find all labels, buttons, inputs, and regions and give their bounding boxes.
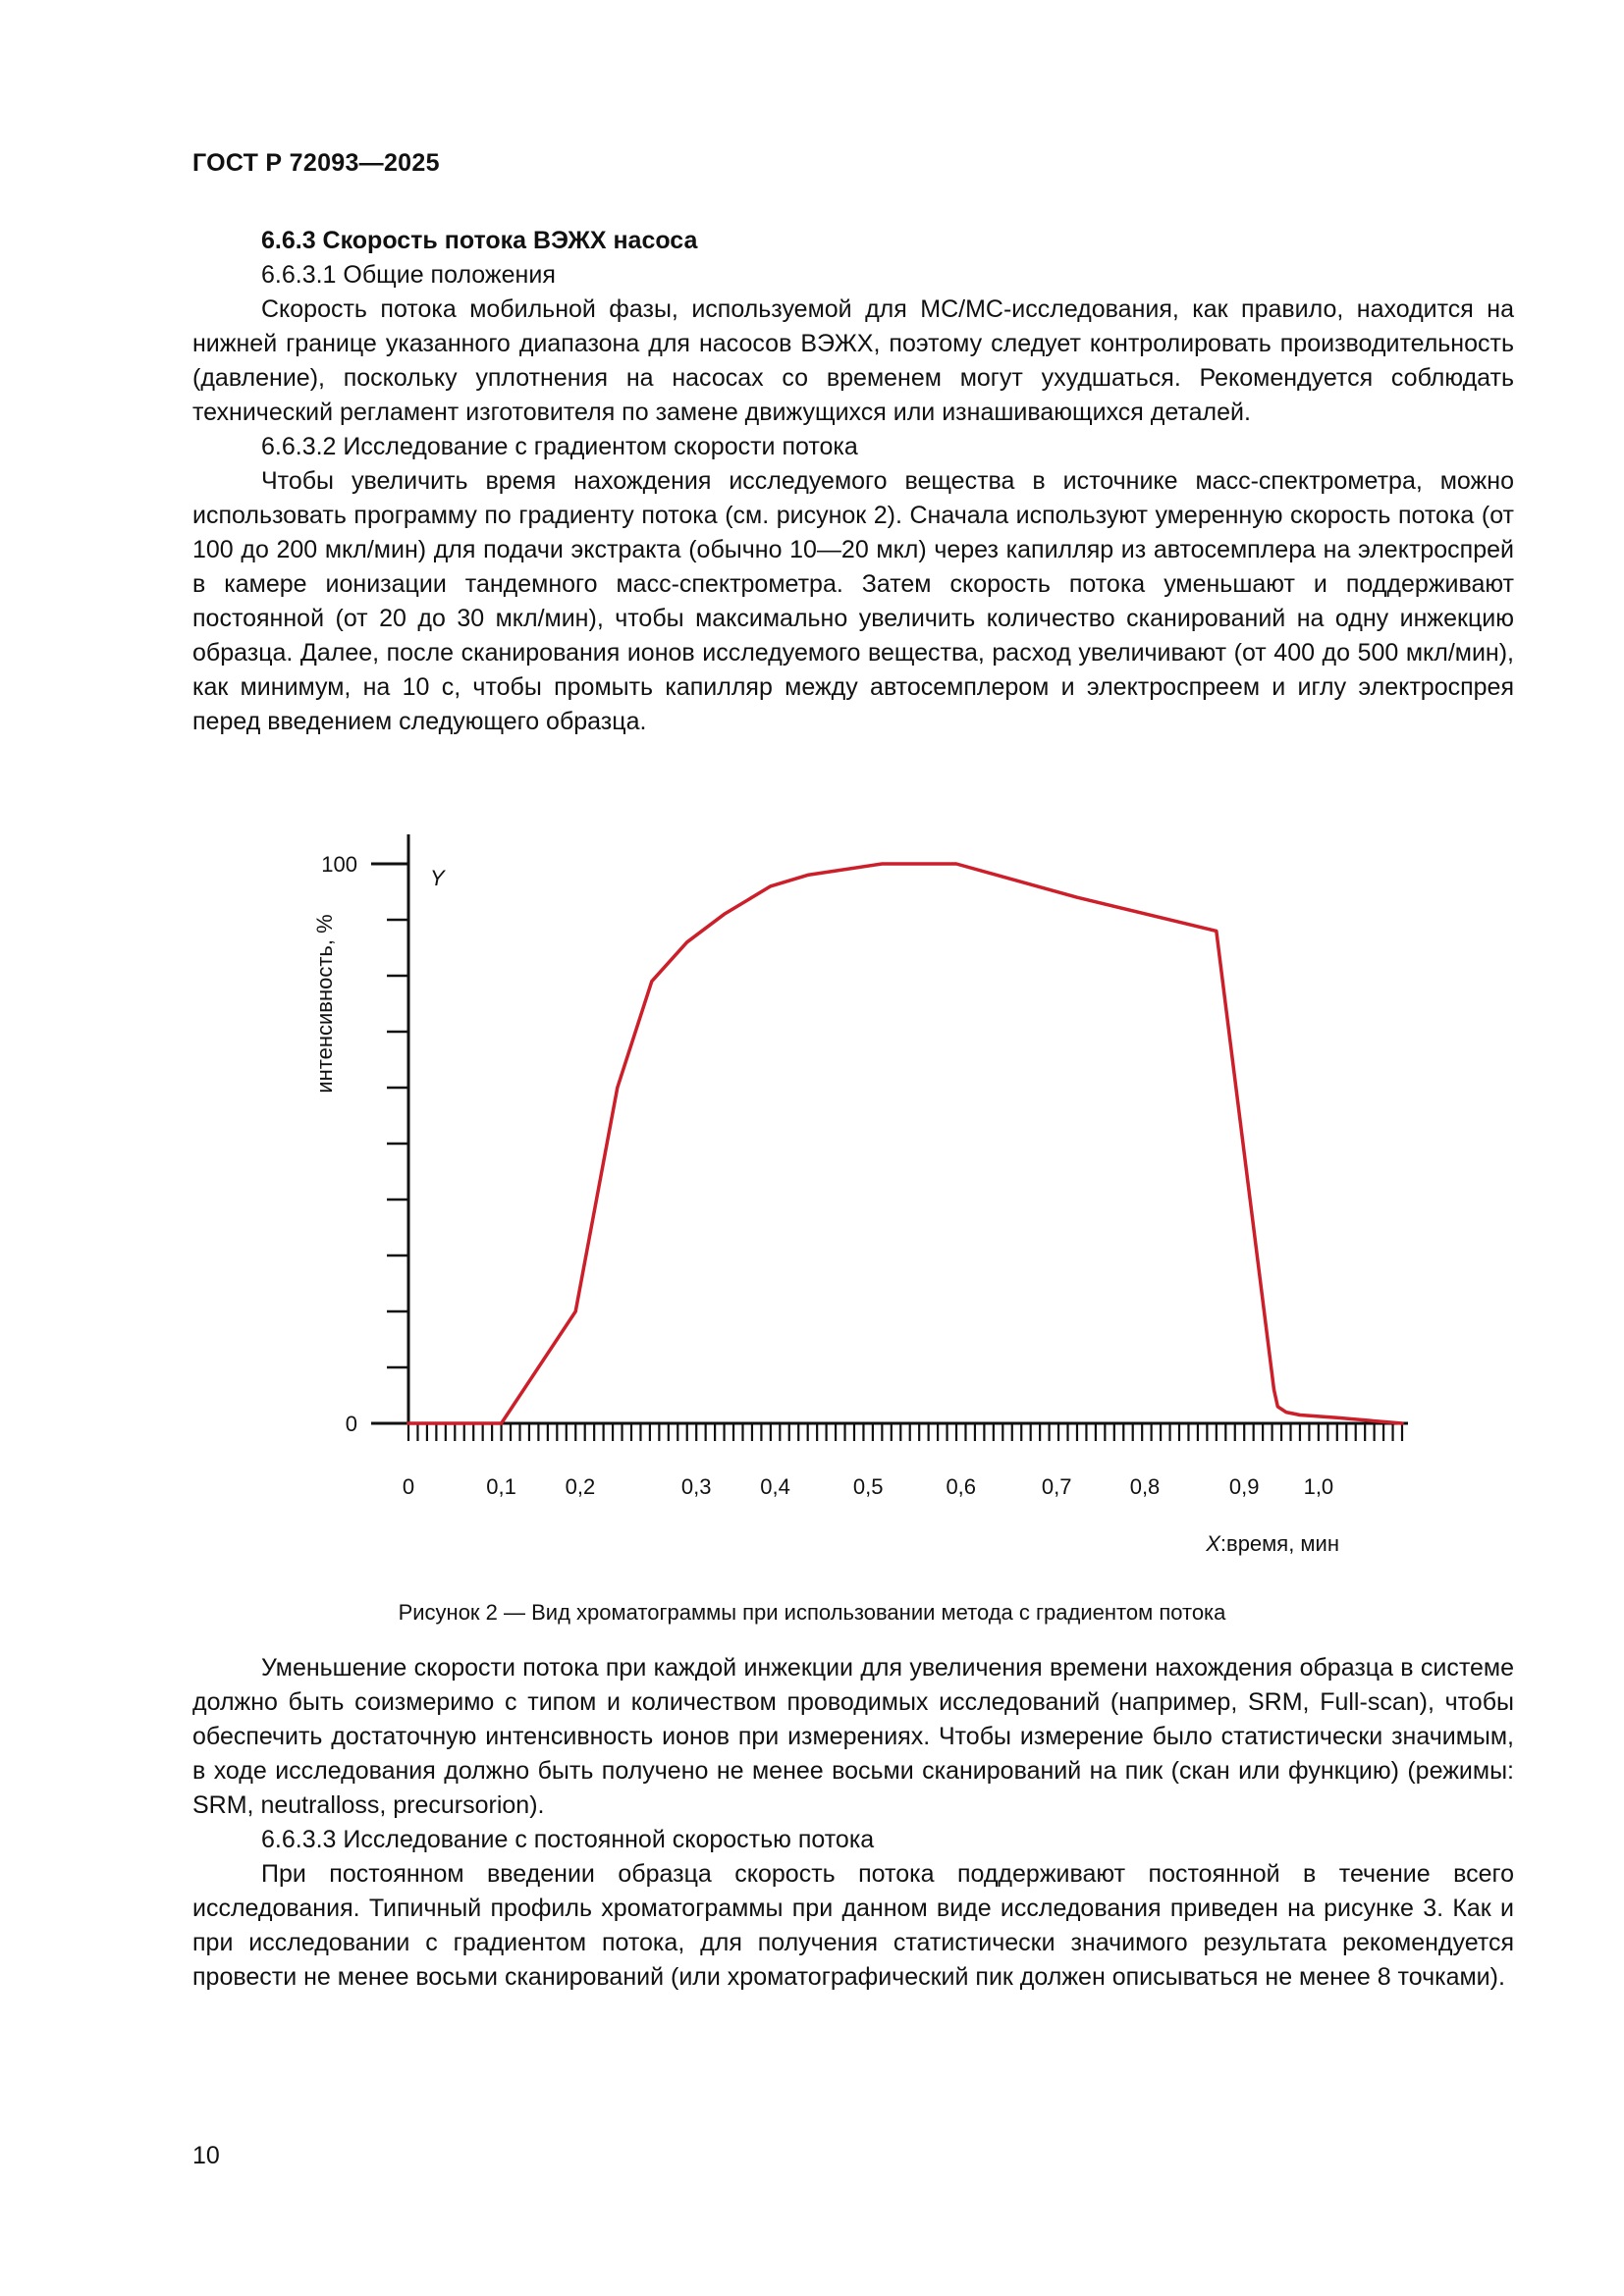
chromatogram-line: [408, 864, 1402, 1423]
x-tick-label: 0,3: [680, 1474, 712, 1499]
x-axis-title-text: :время, мин: [1219, 1531, 1339, 1556]
y-tick-label: 100: [321, 852, 357, 877]
chart-series: [408, 864, 1402, 1423]
paragraph-flow-reduction: Уменьшение скорости потока при каждой инжекции для увеличения времени нахождения образца в системе должно быть соизмеримо с типом и количеством проводимых исследований (например, SRM, Full-scan), чтобы обеспечить достаточную интенсивность ионов при измерениях. Чтобы измерение было статистически значимым, в ходе исследования должно быть получено не менее восьми сканирований на пик (скан или функцию) (режимы: SRM, neutralloss, precursorion).: [192, 1654, 1514, 1819]
chart-axes: [371, 834, 1408, 1441]
section-continued: [192, 1651, 1514, 1995]
x-tick-label: 0: [402, 1474, 415, 1499]
section-6-6-3: [192, 224, 1514, 739]
page-number: 10: [192, 2142, 220, 2169]
x-tick-label: 0,5: [852, 1474, 884, 1499]
x-tick-label: 0,2: [565, 1474, 596, 1499]
x-tick-label: 0,7: [1041, 1474, 1072, 1499]
x-tick-label: 0,8: [1129, 1474, 1161, 1499]
paragraph-constant: При постоянном введении образца скорость потока поддерживают постоянной в течение всего исследования. Типичный профиль хроматограммы при данном виде исследования приведен на рисунке 3. Как и при исследовании с градиентом потока, для получения статистически значимого результата рекомендуется провести не менее восьми сканирований (или хроматографический пик должен описываться не менее 8 точками).: [192, 1860, 1514, 1991]
y-axis-title: интенсивность, %: [312, 914, 337, 1094]
subsection-title-constant: 6.6.3.3 Исследование с постоянной скоростью потока: [261, 1826, 875, 1853]
x-tick-label: 0,9: [1228, 1474, 1260, 1499]
figure-chromatogram: [0, 785, 1624, 1629]
x-tick-label: 0,1: [486, 1474, 516, 1499]
paragraph-general: Скорость потока мобильной фазы, используемой для МС/МС-исследования, как правило, находится на нижней границе указанного диапазона для насосов ВЭЖХ, поэтому следует контролировать производительность (давление), поскольку уплотнения на насосах со временем могут ухудшаться. Рекомендуется соблюдать технический регламент изготовителя по замене движущихся или изнашивающихся деталей.: [192, 295, 1514, 426]
subsection-title-general: 6.6.3.1 Общие положения: [261, 261, 556, 289]
chart-labels: [312, 852, 1339, 1556]
y-axis-letter: Y: [430, 866, 445, 890]
x-axis-letter: X: [1206, 1531, 1220, 1556]
subsection-title-gradient: 6.6.3.2 Исследование с градиентом скорости потока: [261, 433, 858, 460]
figure-caption: Рисунок 2 — Вид хроматограммы при использовании метода с градиентом потока: [398, 1600, 1226, 1625]
paragraph-gradient: Чтобы увеличить время нахождения исследуемого вещества в источнике масс-спектрометра, можно использовать программу по градиенту потока (см. рисунок 2). Сначала используют умеренную скорость потока (от 100 до 200 мкл/мин) для подачи экстракта (обычно 10—20 мкл) через капилляр из автосемплера на электроспрей в камере ионизации тандемного масс-спектрометра. Затем скорость потока уменьшают и поддерживают постоянной (от 20 до 30 мкл/мин), чтобы максимально увеличить количество сканирований на одну инжекцию образца. Далее, после сканирования ионов исследуемого вещества, расход увеличивают (от 400 до 500 мкл/мин), как минимум, на 10 с, чтобы промыть капилляр между автосемплером и электроспреем и иглу электроспрея перед введением следующего образца.: [192, 467, 1514, 735]
document-header: ГОСТ Р 72093—2025: [192, 149, 440, 177]
x-axis-title: [1205, 1531, 1339, 1556]
x-tick-label: 0,6: [946, 1474, 977, 1499]
chromatogram-chart: [0, 785, 1624, 1629]
x-tick-label: 0,4: [760, 1474, 790, 1499]
x-tick-label: 1,0: [1303, 1474, 1334, 1499]
section-title: 6.6.3 Скорость потока ВЭЖХ насоса: [261, 227, 698, 254]
y-tick-label: 0: [345, 1412, 357, 1436]
